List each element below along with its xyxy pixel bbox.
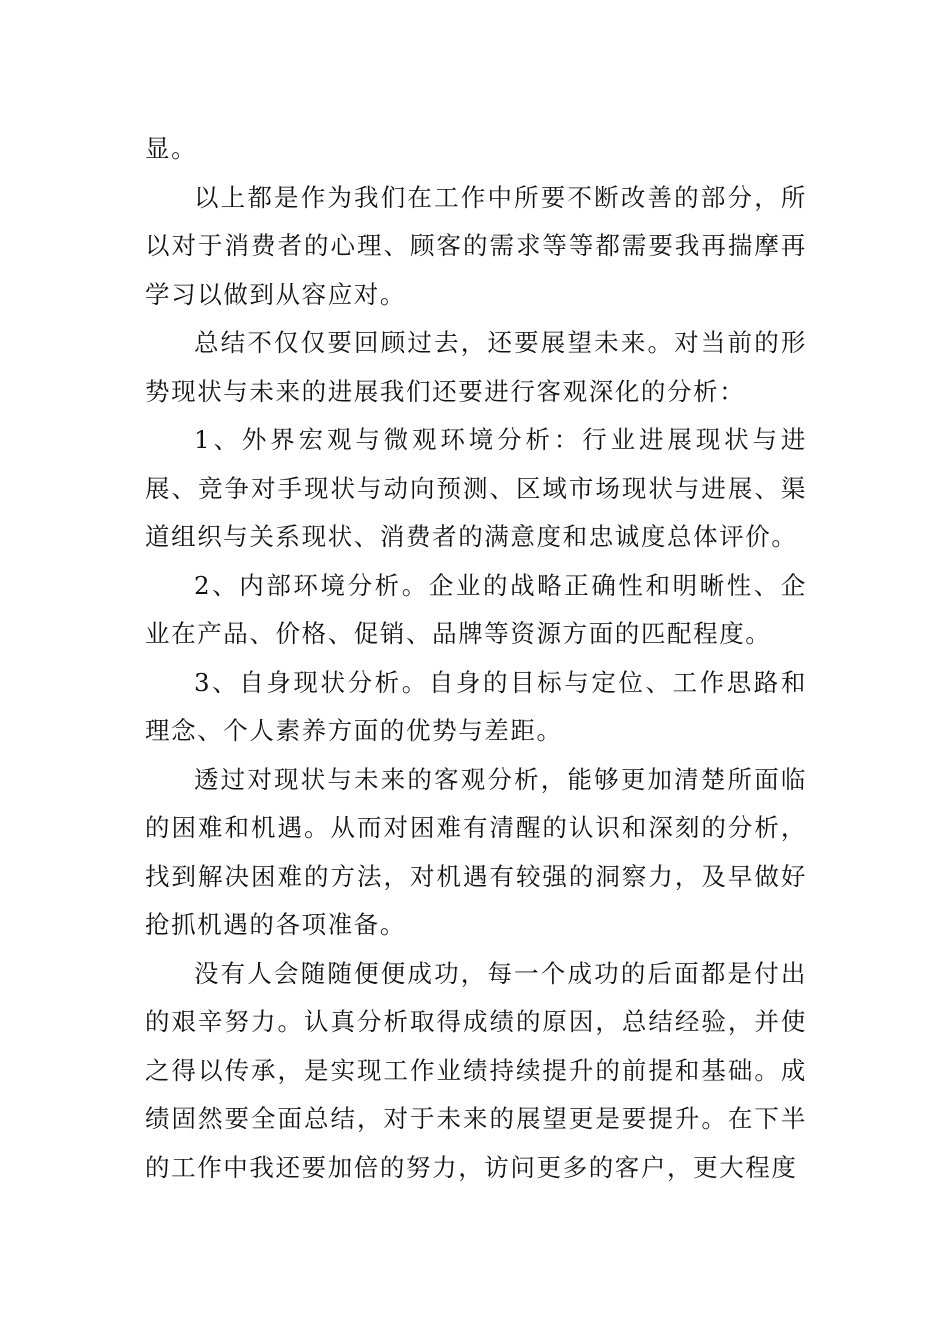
paragraph-improvement: 以上都是作为我们在工作中所要不断改善的部分，所以对于消费者的心理、顾客的需求等等都需要我再揣摩再学习以做到从容应对。 xyxy=(145,182,807,309)
paragraph-outlook: 总结不仅仅要回顾过去，还要展望未来。对当前的形势现状与未来的进展我们还要进行客观深化的分析： xyxy=(145,328,807,406)
paragraph-opportunities: 透过对现状与未来的客观分析，能够更加清楚所面临的困难和机遇。从而对困难有清醒的认识和深刻的分析，找到解决困难的方法，对机遇有较强的洞察力，及早做好抢抓机遇的各项准备。 xyxy=(145,764,807,939)
paragraph-success: 没有人会随随便便成功，每一个成功的后面都是付出的艰辛努力。认真分析取得成绩的原因，总结经验，并使之得以传承，是实现工作业绩持续提升的前提和基础。成绩固然要全面总结，对于未来的展望更是要提升。在下半的工作中我还要加倍的努力，访问更多的客户，更大程度 xyxy=(145,958,807,1182)
paragraph-external-analysis: 1、外界宏观与微观环境分析：行业进展现状与进展、竞争对手现状与动向预测、区域市场现状与进展、渠道组织与关系现状、消费者的满意度和忠诚度总体评价。 xyxy=(145,425,807,551)
document-body xyxy=(145,125,807,1192)
paragraph-internal-analysis: 2、内部环境分析。企业的战略正确性和明晰性、企业在产品、价格、促销、品牌等资源方面的匹配程度。 xyxy=(145,570,807,648)
paragraph-self-analysis: 3、自身现状分析。自身的目标与定位、工作思路和理念、个人素养方面的优势与差距。 xyxy=(145,667,807,745)
paragraph-continuation: 显。 xyxy=(145,134,198,163)
